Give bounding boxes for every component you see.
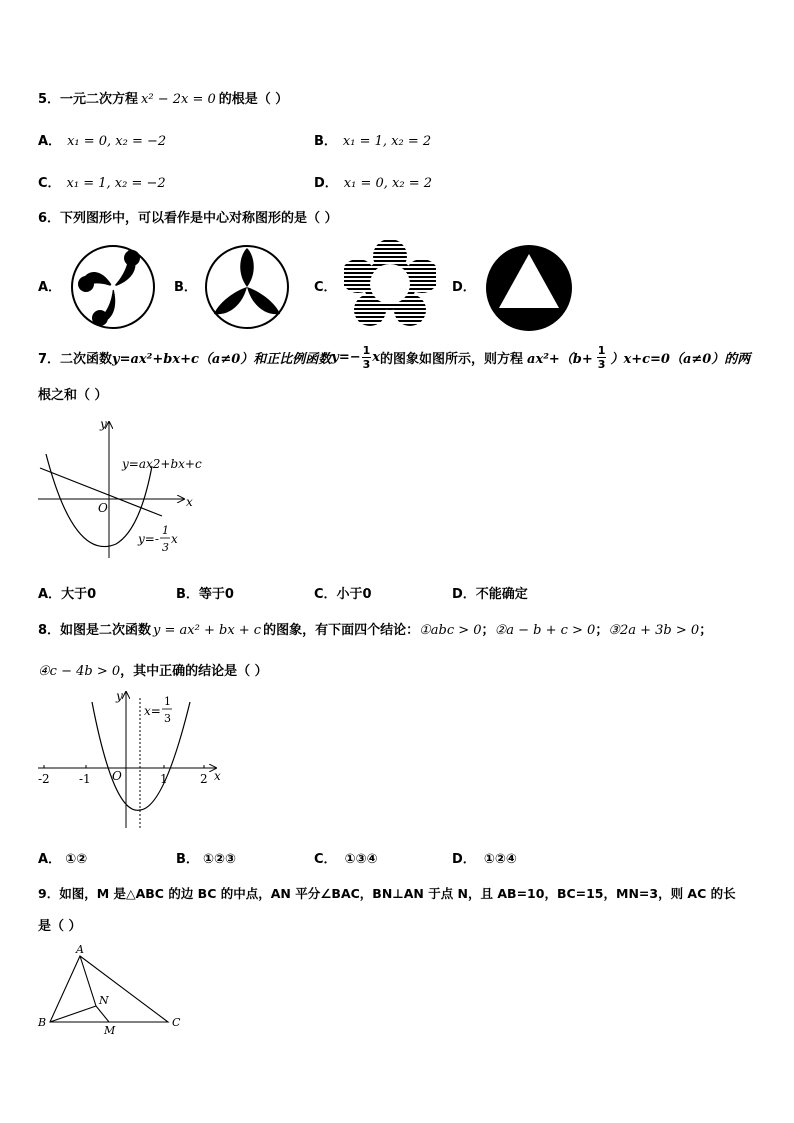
- q8-sep-2: ；: [595, 623, 609, 638]
- q7-stem-line1: [38, 344, 750, 380]
- option-letter: D．: [314, 176, 338, 191]
- trefoil-figure: [204, 244, 290, 330]
- q8-conclusion-1: ①abc > 0: [419, 623, 482, 638]
- option-text: 小于0: [336, 587, 372, 602]
- q7-option-a[interactable]: [38, 583, 96, 602]
- q8-stem-eq: y = ax² + bx + c: [153, 623, 262, 638]
- q7-stem-f: ax²+（b+: [527, 352, 593, 367]
- q7-line-label-prefix: y=-: [138, 532, 159, 546]
- point-a-label: A: [76, 943, 84, 956]
- option-letter: C．: [38, 176, 61, 191]
- option-letter: A．: [38, 587, 62, 602]
- q5-equation: x² − 2x = 0: [141, 92, 216, 107]
- q7-option-c[interactable]: [314, 583, 372, 602]
- point-b-label: B: [38, 1016, 47, 1029]
- q8-conclusion-2: ②a − b + c > 0: [494, 623, 596, 638]
- q7-parabola-label: y=ax2+bx+c: [122, 457, 202, 471]
- q6-option-c-letter[interactable]: C．: [314, 280, 337, 295]
- q8-tick-label: -1: [79, 772, 91, 786]
- q5-option-b[interactable]: [314, 130, 431, 149]
- q7-y-label: y: [100, 417, 107, 431]
- q7-fraction-2: [597, 344, 607, 371]
- q8-stem-line1: [38, 619, 712, 638]
- option-text: ①②③: [202, 852, 236, 867]
- q7-fraction: [362, 344, 372, 371]
- option-expr: x₁ = 1, x₂ = 2: [342, 134, 432, 149]
- option-letter: D．: [452, 852, 476, 867]
- q8-axis-label-den: 3: [164, 712, 171, 725]
- q7-graph: [34, 412, 204, 562]
- q6-option-a-letter[interactable]: A．: [38, 280, 62, 295]
- q7-origin-label: O: [98, 501, 108, 515]
- option-text: ①②④: [483, 852, 517, 867]
- option-expr: x₁ = 1, x₂ = −2: [66, 176, 166, 191]
- option-text: 不能确定: [475, 587, 528, 602]
- q8-y-label: y: [116, 689, 123, 703]
- option-letter: B．: [314, 134, 337, 149]
- q8-option-c[interactable]: [314, 848, 378, 867]
- option-letter: C．: [314, 852, 337, 867]
- yin-yang-swirl-figure: [70, 244, 156, 330]
- circle-triangle-figure: [485, 244, 573, 332]
- q7-frac2-num: 1: [597, 344, 606, 357]
- point-n-label: N: [99, 994, 109, 1007]
- q8-sep-1: ；: [481, 623, 495, 638]
- q8-option-d[interactable]: [452, 848, 517, 867]
- q9-stem-line1: 9．如图，M 是△ABC 的边 BC 的中点，AN 平分∠BAC，BN⊥AN 于点 N，且 AB=10，BC=15，MN=3，则 AC 的长: [38, 886, 736, 901]
- q8-stem-line2: [38, 660, 268, 679]
- option-expr: x₁ = 0, x₂ = 2: [343, 176, 433, 191]
- segment-an: [80, 956, 96, 1006]
- segment-bn: [50, 1006, 96, 1022]
- q7-x-label: x: [186, 495, 193, 509]
- q8-origin-label: O: [112, 769, 122, 783]
- option-letter: A．: [38, 852, 62, 867]
- option-text: 大于0: [61, 587, 97, 602]
- q8-tick-label: 2: [200, 772, 208, 786]
- q7-frac2-den: 3: [597, 358, 606, 371]
- triangle-abc: [50, 956, 168, 1022]
- q5-stem: [38, 88, 288, 107]
- option-text: ①③④: [344, 852, 378, 867]
- q7-stem-e: 的图象如图所示，则方程: [380, 352, 524, 367]
- q5-option-a[interactable]: [38, 130, 166, 149]
- q7-frac-num: 1: [362, 344, 371, 357]
- q8-axis-label-prefix: x=: [144, 704, 161, 718]
- q8-tick-label: 1: [160, 772, 168, 786]
- q7-stem-g: ）x+c=0（a≠0）的两: [610, 352, 751, 367]
- q5-stem-prefix: 5．一元二次方程: [38, 92, 139, 107]
- q7-line-label-suffix: x: [171, 532, 178, 546]
- option-text: ①②: [65, 852, 88, 867]
- q7-stem-a: 7．二次函数: [38, 352, 113, 367]
- q7-frac-den: 3: [362, 358, 371, 371]
- q8-sep-3: ；: [699, 623, 713, 638]
- option-expr: x₁ = 0, x₂ = −2: [67, 134, 167, 149]
- hatched-flower-figure: [344, 240, 436, 326]
- option-letter: B．: [176, 852, 199, 867]
- q8-option-a[interactable]: [38, 848, 87, 867]
- q5-stem-suffix: 的根是（ ）: [218, 92, 289, 107]
- q8-parabola: [92, 702, 190, 810]
- point-m-label: M: [104, 1024, 116, 1036]
- q8-conclusion-4: ④c − 4b > 0: [38, 664, 121, 679]
- q9-triangle-figure: [34, 942, 184, 1036]
- q8-tick-label: -2: [38, 772, 50, 786]
- q7-line-label-den: 3: [162, 541, 169, 554]
- point-c-label: C: [172, 1016, 181, 1029]
- q7-stem-c: y=−: [331, 350, 361, 365]
- q8-stem-a: 8．如图是二次函数: [38, 623, 152, 638]
- q9-stem-line2: 是（ ）: [38, 919, 82, 934]
- q7-option-d[interactable]: [452, 583, 528, 602]
- q8-graph: [34, 688, 234, 833]
- q5-option-d[interactable]: [314, 172, 432, 191]
- option-letter: B．: [176, 587, 199, 602]
- q8-x-label: x: [214, 769, 221, 783]
- q8-axis-label-num: 1: [164, 695, 171, 708]
- q6-option-d-letter[interactable]: D．: [452, 280, 476, 295]
- option-letter: C．: [314, 587, 337, 602]
- q8-option-b[interactable]: [176, 848, 236, 867]
- q7-stem-b: y=ax²+bx+c（a≠0）和正比例函数: [112, 352, 332, 367]
- q8-stem-rest: ，其中正确的结论是（ ）: [120, 664, 268, 679]
- q7-line-label-num: 1: [162, 524, 169, 537]
- segment-nm: [96, 1006, 109, 1022]
- q5-option-c[interactable]: [38, 172, 166, 191]
- q7-option-b[interactable]: [176, 583, 234, 602]
- q7-stem-d: x: [372, 350, 381, 365]
- option-letter: A．: [38, 134, 62, 149]
- q6-option-b-letter[interactable]: B．: [174, 280, 197, 295]
- q6-stem: 6．下列图形中，可以看作是中心对称图形的是（ ）: [38, 211, 338, 226]
- q7-stem-line2: 根之和（ ）: [38, 388, 108, 403]
- option-text: 等于0: [198, 587, 234, 602]
- q8-stem-b: 的图象，有下面四个结论：: [263, 623, 420, 638]
- option-letter: D．: [452, 587, 476, 602]
- q8-conclusion-3: ③2a + 3b > 0: [608, 623, 700, 638]
